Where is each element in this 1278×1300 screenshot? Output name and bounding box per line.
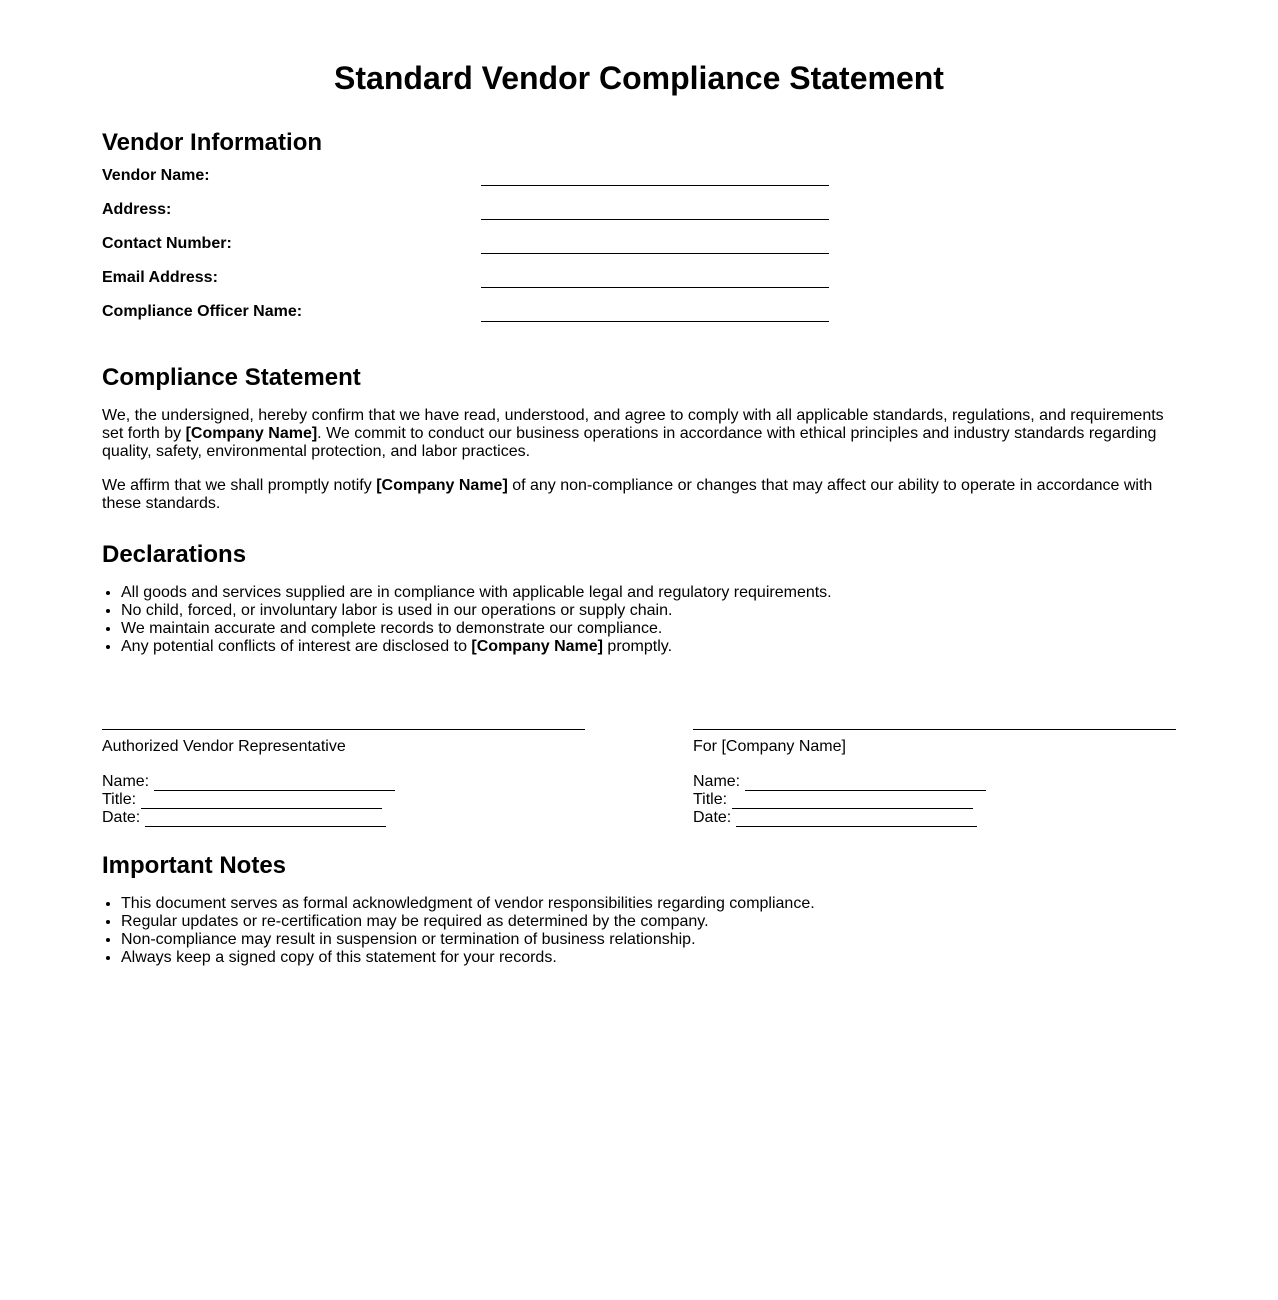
declarations-list [102,584,1176,656]
company-sig-title-field[interactable] [732,794,973,809]
important-notes-heading: Important Notes [102,852,287,879]
note-item: • Non-compliance may result in suspension or termination of business relationship. [121,931,1176,949]
declaration-item: • We maintain accurate and complete records to demonstrate our compliance. [121,620,1176,638]
vendor-name-signature-row [102,773,585,791]
vendor-title-signature-row [102,791,585,809]
declaration-item: • No child, forced, or involuntary labor is used in our operations or supply chain. [121,602,1176,620]
declaration-item [121,638,1176,656]
vendor-sig-date-field[interactable] [145,812,386,827]
declaration-item-text-a: Any potential conflicts of interest are disclosed to [121,638,472,655]
company-signature-caption: For [Company Name] [693,738,846,755]
company-date-signature-row [693,809,1176,827]
company-sig-name-label: Name: [693,773,741,790]
compliance-p2-text-b: of any non-compliance or changes that may affect our ability to operate in accordance with these standards. [102,477,1153,512]
vendor-signature-caption: Authorized Vendor Representative [102,738,346,755]
vendor-sig-name-field[interactable] [154,776,395,791]
signature-section [102,729,1176,827]
vendor-sig-date-label: Date: [102,809,141,826]
document-title: Standard Vendor Compliance Statement [334,60,944,96]
address-field[interactable] [481,201,829,220]
compliance-paragraph-1 [102,407,1176,461]
company-sig-date-label: Date: [693,809,732,826]
vendor-information-fields [102,167,1176,337]
vendor-name-label: Vendor Name: [102,167,210,184]
compliance-statement-heading: Compliance Statement [102,364,361,391]
company-sig-title-label: Title: [693,791,728,808]
compliance-p1-text-b: . We commit to conduct our business operations in accordance with ethical principles and industry standards regarding quality, safety, environmental protection, and labor practices. [102,425,1157,460]
company-signature-fields [693,773,1176,827]
vendor-name-row [102,167,1176,201]
vendor-date-signature-row [102,809,585,827]
important-notes-list [102,895,1176,967]
vendor-signature-block [102,729,585,827]
vendor-sig-name-label: Name: [102,773,150,790]
company-sig-date-field[interactable] [736,812,977,827]
contact-number-label: Contact Number: [102,235,232,252]
vendor-information-heading: Vendor Information [102,129,323,156]
contact-number-row [102,235,1176,269]
company-sig-name-field[interactable] [745,776,986,791]
note-item: • Regular updates or re-certification may be required as determined by the company. [121,913,1176,931]
declaration-item: • All goods and services supplied are in compliance with applicable legal and regulatory requirements. [121,584,1176,602]
email-address-row [102,269,1176,303]
vendor-sig-title-label: Title: [102,791,137,808]
company-name-signature-row [693,773,1176,791]
vendor-signature-fields [102,773,585,827]
address-row [102,201,1176,235]
contact-number-field[interactable] [481,235,829,254]
company-name-placeholder: [Company Name] [471,638,603,655]
company-name-placeholder: [Company Name] [185,425,318,442]
compliance-officer-label: Compliance Officer Name: [102,303,303,320]
company-title-signature-row [693,791,1176,809]
compliance-officer-field[interactable] [481,303,829,322]
declarations-heading: Declarations [102,541,247,568]
compliance-paragraph-2 [102,477,1176,513]
email-address-field[interactable] [481,269,829,288]
vendor-sig-title-field[interactable] [141,794,382,809]
vendor-name-field[interactable] [481,167,829,186]
compliance-officer-row [102,303,1176,337]
company-name-placeholder: [Company Name] [376,477,508,494]
declaration-item-text-b: promptly. [602,638,673,655]
company-signature-line[interactable] [693,729,1176,738]
email-address-label: Email Address: [102,269,218,286]
address-label: Address: [102,201,172,218]
company-signature-block [693,729,1176,827]
vendor-signature-line[interactable] [102,729,585,738]
note-item: • This document serves as formal acknowledgment of vendor responsibilities regarding compliance. [121,895,1176,913]
note-item: • Always keep a signed copy of this statement for your records. [121,949,1176,967]
compliance-p1-text-a: We, the undersigned, hereby confirm that we have read, understood, and agree to comply with all applicable standards, regulations, and requirements set forth by [102,407,1164,442]
compliance-p2-text-a: We affirm that we shall promptly notify [102,477,377,494]
